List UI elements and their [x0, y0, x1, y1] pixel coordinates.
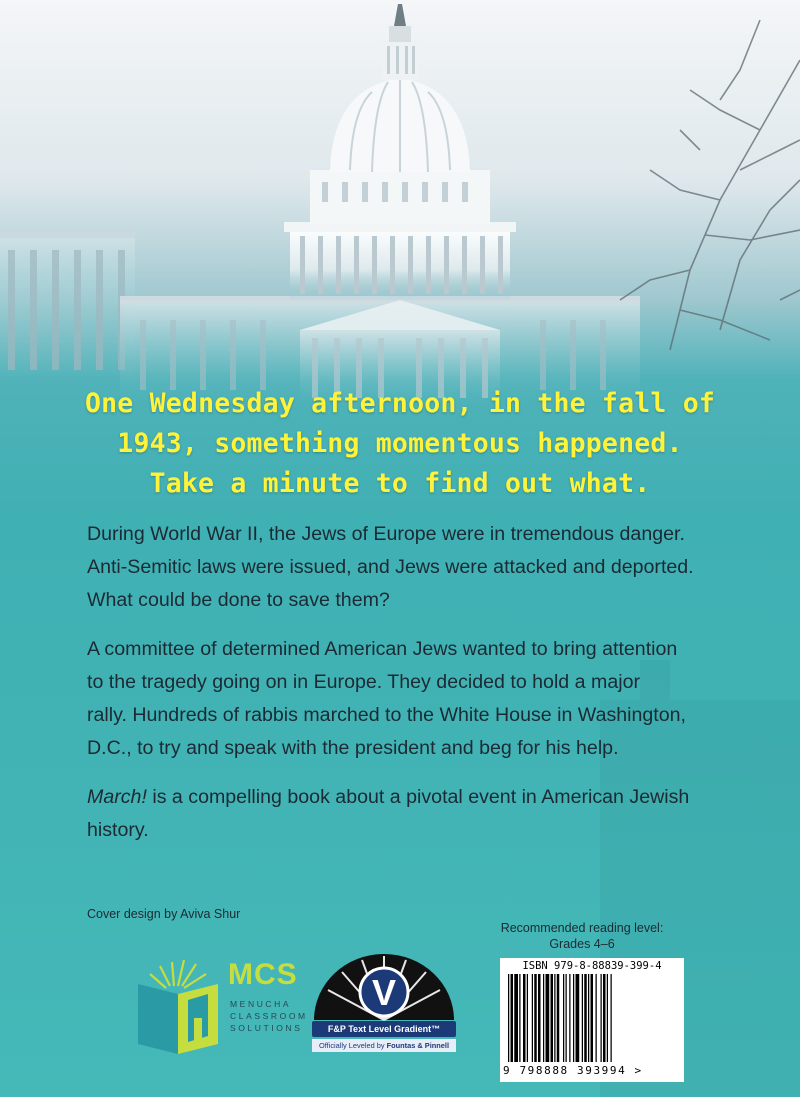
blurb-line: A committee of determined American Jews wanted to bring attention — [87, 638, 678, 660]
blurb — [87, 518, 737, 863]
barcode-bar — [527, 974, 528, 1062]
fp-leveled-prefix: Officially Leveled by — [318, 1041, 387, 1050]
barcode-bar — [582, 974, 583, 1062]
publisher-logo-line: SOLUTIONS — [230, 1023, 303, 1033]
blurb-paragraph-2 — [87, 633, 737, 765]
barcode-bar — [551, 974, 554, 1062]
blurb-paragraph-1 — [87, 518, 737, 617]
barcode-bar — [607, 974, 608, 1062]
tagline — [30, 384, 770, 504]
barcode-bar — [596, 974, 597, 1062]
barcode-bar — [591, 974, 594, 1062]
barcode-bar — [603, 974, 606, 1062]
barcode-bar — [557, 974, 560, 1062]
barcode-bar — [543, 974, 544, 1062]
barcode-bar — [511, 974, 514, 1062]
fp-brand: Fountas & Pinnell — [386, 1041, 450, 1050]
barcode-bar — [576, 974, 580, 1062]
publisher-logo — [134, 956, 334, 1056]
barcode-bar — [563, 974, 564, 1062]
book-title: March! — [87, 786, 147, 808]
blurb-line: Anti-Semitic laws were issued, and Jews were attacked and deported. — [87, 556, 694, 578]
barcode-bar — [538, 974, 541, 1062]
publisher-logo-line: MENUCHA — [230, 999, 292, 1009]
cover-credit: Cover design by Aviva Shur — [87, 907, 241, 921]
barcode-bar — [532, 974, 533, 1062]
barcode-bar — [569, 974, 570, 1062]
blurb-line: rally. Hundreds of rabbis marched to the White House in Washington, — [87, 704, 686, 726]
publisher-logo-line: CLASSROOM — [230, 1011, 308, 1021]
tagline-line: 1943, something momentous happened. — [117, 428, 683, 459]
barcode-bar — [519, 974, 520, 1062]
barcode-bar — [554, 974, 555, 1062]
blurb-paragraph-3 — [87, 781, 737, 847]
publisher-logo-letters: MCS — [228, 958, 298, 991]
fp-gradient-label: F&P Text Level Gradient™ — [312, 1021, 456, 1037]
barcode-bar — [546, 974, 550, 1062]
blurb-line — [87, 781, 737, 814]
fp-starburst-icon — [308, 950, 460, 1022]
fp-level-badge — [308, 950, 460, 1060]
barcode-bar — [523, 974, 526, 1062]
barcode-bar — [588, 974, 589, 1062]
blurb-line: During World War II, the Jews of Europe were in tremendous danger. — [87, 523, 685, 545]
barcode-bar — [508, 974, 509, 1062]
barcode-bar — [566, 974, 567, 1062]
fp-level-letter: V — [371, 972, 397, 1013]
barcode-bar — [611, 974, 612, 1062]
reading-level-label: Recommended reading level: — [500, 921, 664, 935]
tagline-line: Take a minute to find out what. — [149, 468, 651, 499]
barcode-bar — [584, 974, 587, 1062]
isbn-barcode — [500, 958, 684, 1082]
barcode-bar — [601, 974, 602, 1062]
book-icon — [134, 956, 226, 1056]
blurb-line: What could be done to save them? — [87, 589, 390, 611]
fp-leveled-label — [312, 1039, 456, 1052]
barcode-number: 9 798888 393994 > — [503, 1064, 643, 1077]
barcode-bar — [573, 974, 574, 1062]
blurb-line: history. — [87, 819, 149, 841]
blurb-line: D.C., to try and speak with the president and beg for his help. — [87, 737, 619, 759]
blurb-text: is a compelling book about a pivotal event in American Jewish — [146, 786, 690, 808]
barcode-bars — [508, 974, 676, 1062]
publisher-logo-subtitle — [230, 998, 308, 1034]
reading-level — [482, 920, 682, 952]
reading-level-grades: Grades 4–6 — [549, 937, 615, 951]
barcode-bar — [534, 974, 537, 1062]
isbn-text: ISBN 979-8-88839-399-4 — [522, 960, 662, 972]
barcode-bar — [514, 974, 518, 1062]
blurb-line: to the tragedy going on in Europe. They decided to hold a major — [87, 671, 640, 693]
tagline-line: One Wednesday afternoon, in the fall of — [84, 388, 716, 419]
